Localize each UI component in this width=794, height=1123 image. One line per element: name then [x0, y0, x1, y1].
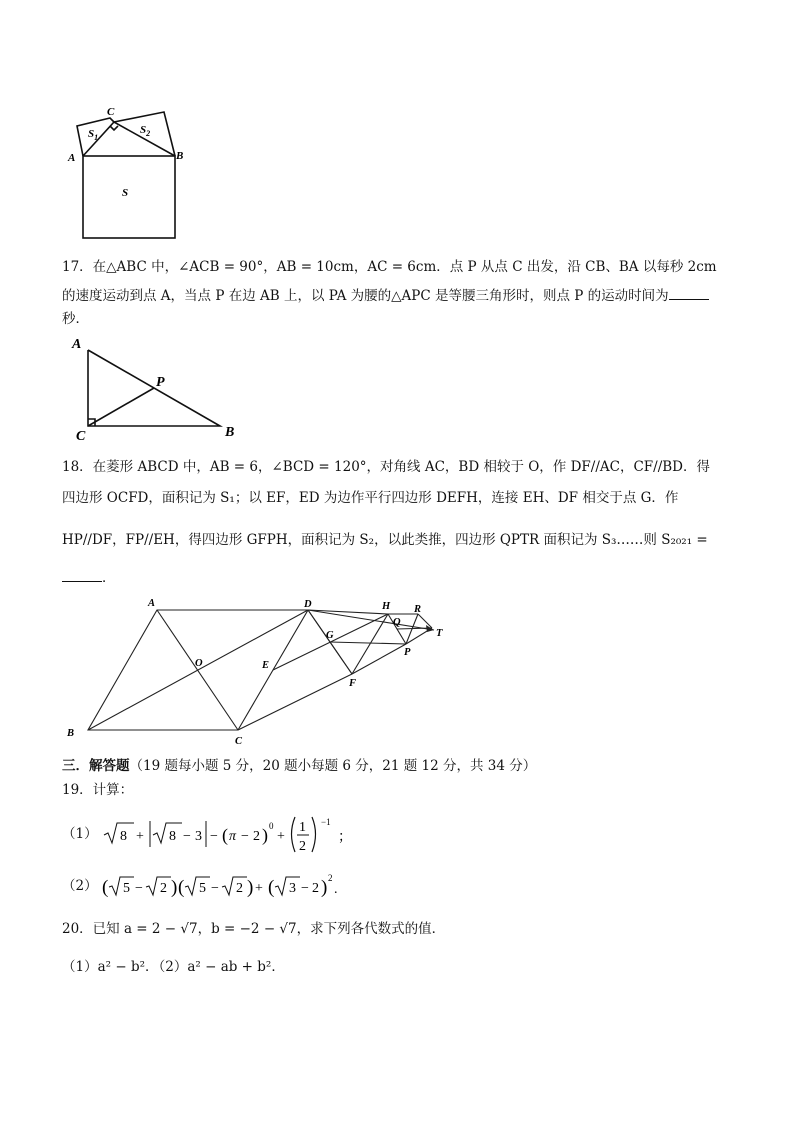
fig18-label-e: E [262, 660, 270, 671]
svg-text:；: ； [337, 829, 352, 845]
fig18-label-r: R [414, 604, 422, 615]
q17-line-2 [62, 285, 709, 305]
svg-text:−: − [209, 828, 218, 844]
fig18-label-b: B [67, 728, 75, 739]
fig17-label-c: C [76, 429, 86, 444]
fig16-label-b: B [176, 150, 184, 162]
fig17-label-a: A [72, 337, 82, 352]
fig16-label-s: S [122, 187, 129, 199]
svg-text:2: 2 [311, 880, 319, 896]
fig18-label-d: D [304, 599, 312, 610]
q18-line-3: HP//DF，FP//EH，得四边形 GFPH，面积记为 S₂，以此类推，四边形 QPTR 面积记为 S₃……则 S₂₀₂₁ = [62, 532, 708, 548]
svg-text:): ) [261, 824, 268, 845]
svg-text:.: . [333, 881, 338, 897]
svg-text:1: 1 [298, 819, 306, 835]
svg-text:): ) [246, 876, 254, 898]
q17-line-1: 17．在△ABC 中，∠ACB = 90°，AB = 10cm，AC = 6cm．点 P 从点 C 出发，沿 CB、BA 以每秒 2cm [62, 259, 717, 275]
q20-parts: （1）a² − b²．（2）a² − ab + b²． [62, 959, 285, 975]
svg-text:): ) [320, 876, 328, 898]
fig16-label-s2: $S_2$ [140, 124, 151, 138]
q19-part-2 [62, 870, 342, 902]
svg-text:(: ( [267, 876, 275, 898]
svg-text:−: − [300, 880, 309, 896]
section-3-note: （19 题每小题 5 分，20 题小每题 6 分，21 题 12 分，共 34 分） [129, 758, 537, 774]
fig18-label-f: F [349, 678, 357, 689]
figure-16 [66, 104, 196, 244]
q18-line-4 [62, 567, 116, 587]
q19-part-2-label: （2） [62, 878, 98, 894]
section-3-heading [62, 757, 536, 775]
svg-text:5: 5 [198, 880, 206, 896]
svg-text:3: 3 [194, 828, 202, 844]
q19-part-1-formula [102, 813, 352, 857]
q17-line-2-text: 的速度运动到点 A，当点 P 在边 AB 上，以 PA 为腰的△APC 是等腰三角形时，则点 P 的运动时间为 [62, 288, 669, 304]
fig17-label-p: P [156, 375, 165, 390]
svg-text:2: 2 [327, 872, 333, 883]
section-3-title: 三．解答题 [62, 758, 130, 774]
q17-answer-blank[interactable] [669, 285, 709, 300]
fig18-label-a: A [148, 598, 156, 609]
figure-18 [62, 594, 462, 750]
figure-17 [68, 334, 248, 444]
svg-text:2: 2 [252, 828, 260, 844]
svg-text:2: 2 [159, 880, 167, 896]
svg-text:π: π [228, 828, 236, 844]
fig16-label-s1: $S_1$ [88, 128, 99, 142]
q20-stem: 20．已知 a = 2 − √7，b = −2 − √7，求下列各代数式的值． [62, 921, 446, 937]
fig18-label-q: Q [393, 617, 401, 628]
q18-answer-blank[interactable] [62, 567, 102, 582]
q18-line-2: 四边形 OCFD，面积记为 S₁；以 EF，ED 为边作平行四边形 DEFH，连接 EH、DF 相交于点 G．作 [62, 490, 679, 506]
q19-part-1 [62, 812, 352, 856]
q19-stem: 19．计算： [62, 782, 134, 798]
svg-text:−: − [182, 828, 191, 844]
svg-text:+: + [276, 828, 285, 844]
svg-text:(: ( [177, 876, 185, 898]
svg-text:−: − [134, 880, 143, 896]
svg-text:3: 3 [288, 880, 296, 896]
svg-text:2: 2 [298, 838, 306, 854]
q19-part-1-label: （1） [62, 826, 98, 842]
fig18-label-g: G [326, 630, 334, 641]
svg-text:−: − [240, 828, 249, 844]
fig17-label-b: B [225, 425, 235, 440]
fig16-label-c: C [107, 106, 115, 118]
svg-text:8: 8 [168, 828, 176, 844]
fig18-label-h: H [382, 601, 391, 612]
q18-line-1: 18．在菱形 ABCD 中，AB = 6，∠BCD = 120°，对角线 AC，BD 相较于 O，作 DF//AC，CF//BD．得 [62, 459, 710, 475]
svg-text:+: + [254, 880, 263, 896]
q18-line-4-text: ． [102, 570, 116, 586]
svg-text:(: ( [101, 876, 109, 898]
fig18-label-c: C [235, 736, 243, 747]
svg-text:+: + [135, 828, 144, 844]
fig18-label-t: T [436, 628, 443, 639]
fig16-label-a: A [68, 152, 76, 164]
svg-text:−: − [210, 880, 219, 896]
svg-text:5: 5 [122, 880, 130, 896]
svg-text:8: 8 [119, 828, 127, 844]
svg-text:0: 0 [268, 820, 274, 831]
q19-part-2-formula [102, 871, 342, 903]
svg-text:2: 2 [235, 880, 243, 896]
fig18-label-o: O [195, 658, 203, 669]
svg-text:): ) [170, 876, 178, 898]
svg-text:(: ( [221, 824, 228, 845]
svg-text:−1: −1 [320, 816, 331, 827]
fig18-label-p: P [404, 647, 411, 658]
q17-line-3: 秒． [62, 311, 89, 327]
